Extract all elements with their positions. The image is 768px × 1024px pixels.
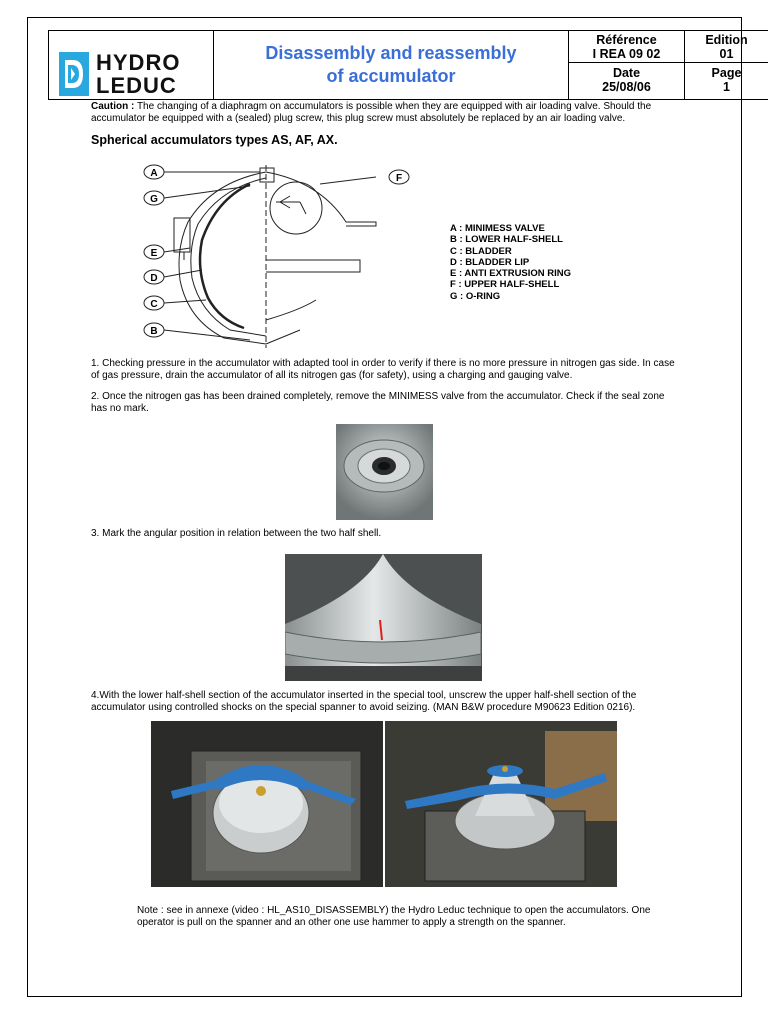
special-tool-photo-right — [385, 721, 617, 887]
page-value: 1 — [723, 80, 730, 94]
diagram-label-b: B — [150, 326, 158, 337]
minimess-seat-photo — [336, 424, 433, 520]
diagram-label-a: A — [150, 168, 158, 179]
legend-item: G : O-RING — [450, 290, 501, 302]
edition-cell — [685, 30, 768, 63]
page-label: Page — [711, 66, 742, 80]
edition-value: 01 — [719, 47, 734, 61]
note-paragraph: Note : see in annexe (video : HL_AS10_DISASSEMBLY) the Hydro Leduc technique to open the accumulators. One operator is pull on the spanner and an other one use hammer to apply a strength on the spanner. — [137, 905, 651, 928]
diagram-label-c: C — [150, 299, 158, 310]
hydro-leduc-logo-icon — [59, 52, 89, 96]
legend-item: C : BLADDER — [450, 245, 512, 257]
date-label: Date — [612, 66, 641, 80]
caution-text: The changing of a diaphragm on accumulators is possible when they are equipped with air loading valve. Should the accumulator be equipped with a (sealed) plug screw, this plug screw must absolutely be replaced by an air loading valve. — [91, 101, 652, 124]
section-title: Spherical accumulators types AS, AF, AX. — [91, 133, 338, 147]
edition-label: Edition — [705, 33, 748, 47]
logo-line-1: HYDRO — [96, 50, 181, 75]
date-cell — [569, 63, 685, 100]
half-shell-marking-photo — [285, 554, 482, 681]
legend-item: B : LOWER HALF-SHELL — [450, 234, 563, 246]
caution-paragraph — [91, 101, 691, 125]
legend-item: E : ANTI EXTRUSION RING — [450, 268, 572, 280]
special-tool-photo-left — [151, 721, 383, 887]
step-3-text: 3. Mark the angular position in relation between the two half shell. — [91, 528, 382, 539]
diagram-label-f: F — [395, 173, 403, 184]
diagram-legend — [450, 223, 571, 302]
page-cell — [685, 63, 768, 100]
document-title: Disassembly and reassembly of accumulator — [265, 43, 517, 86]
legend-item: D : BLADDER LIP — [450, 256, 530, 268]
reference-cell — [569, 30, 685, 63]
step-1-text: 1. Checking pressure in the accumulator with adapted tool in order to verify if there is no more pressure in nitrogen gas side. In case of gas pressure, drain the accumulator of all its nitrogen gas (for safety), using a charging and gauging valve. — [91, 358, 675, 381]
legend-item: A : MINIMESS VALVE — [450, 223, 545, 234]
reference-value: I REA 09 02 — [592, 47, 661, 61]
company-logo — [48, 30, 214, 100]
document-header — [48, 30, 748, 100]
accumulator-cross-section-diagram — [140, 160, 420, 350]
diagram-label-d: D — [150, 273, 158, 284]
document-title-cell — [214, 30, 569, 100]
step-2-text: 2. Once the nitrogen gas has been drained completely, remove the MINIMESS valve from the accumulator. Check if the seal zone has no mark. — [91, 391, 665, 414]
caution-label: Caution : — [91, 101, 135, 112]
reference-label: Référence — [596, 33, 657, 47]
diagram-label-g: G — [150, 194, 158, 205]
step-4-text: 4.With the lower half-shell section of the accumulator inserted in the special tool, unscrew the upper half-shell section of the accumulator using controlled shocks on the special spanner to avoid seizing. (MAN B&W procedure M90623 Edition 0216). — [91, 690, 637, 713]
logo-line-2: LEDUC — [96, 73, 177, 98]
date-value: 25/08/06 — [602, 80, 651, 94]
diagram-label-e: E — [150, 248, 158, 259]
legend-item: F : UPPER HALF-SHELL — [450, 279, 560, 291]
